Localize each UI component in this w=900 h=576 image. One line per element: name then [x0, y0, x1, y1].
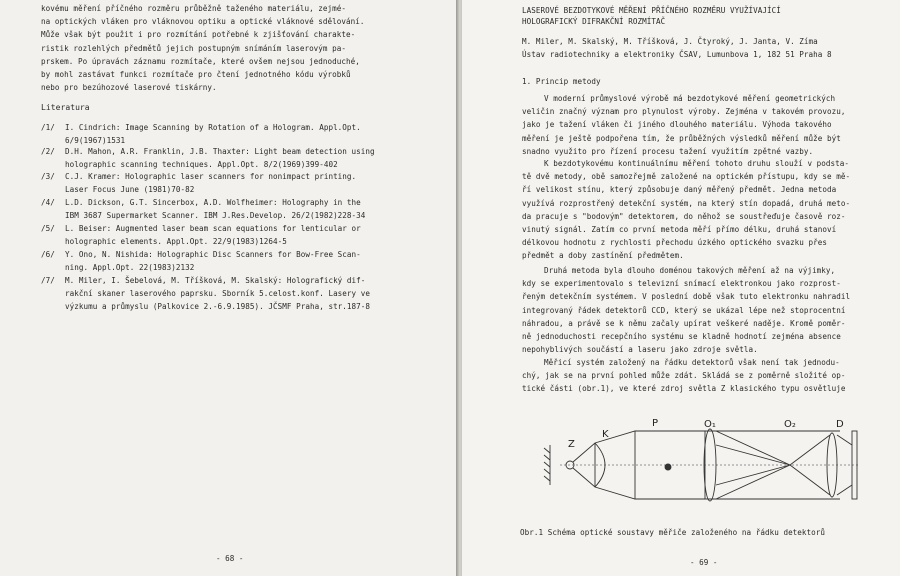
reference-number: /1/: [41, 123, 55, 132]
reference-line: D.H. Mahon, A.R. Franklin, J.B. Thaxter: Light beam detection using: [65, 147, 375, 156]
author-block: [522, 35, 832, 61]
intro-paragraph: [41, 2, 365, 94]
optical-schematic-figure: [540, 415, 880, 505]
text-line: náhradou, a právě se k němu začaly upírat veškeré naděje. Kromě poměr-: [522, 318, 846, 328]
text-line: V moderní průmyslové výrobě má bezdotykové měření geometrických: [544, 94, 836, 103]
text-line: tické části (obr.1), ve které zdroj světla Z klasického typu osvětluje: [522, 384, 846, 394]
text-line: prskem. Po úpravách záznamu rozmítače, které ovšem nejsou jednoduché,: [41, 56, 360, 66]
text-line: předmět a doby zastínění předmětem.: [522, 251, 684, 261]
text-line: nepohyblivých součástí a laseru jako zdroje světla.: [522, 345, 758, 355]
reference-number: /5/: [41, 224, 55, 233]
reference-number: /6/: [41, 250, 55, 259]
title-line: HOLOGRAFICKÝ DIFRAKČNÍ ROZMÍTAČ: [522, 16, 666, 26]
text-line: ně jednoduchosti recepčního systému se kladně hodnotí zejména absence: [522, 331, 841, 341]
reference-number: /4/: [41, 198, 55, 207]
reference-line: ning. Appl.Opt. 22(1983)2132: [65, 263, 195, 273]
text-line: by mohl zastávat funkci rozmítače pro čtení jednotného kódu výrobků: [41, 69, 351, 79]
reference-line: C.J. Kramer: Holographic laser scanners for nonimpact printing.: [65, 172, 357, 181]
text-line: Druhá metoda byla dlouho doménou takových měření až na výjimky,: [544, 266, 836, 275]
reference-line: I. Cindrich: Image Scanning by Rotation of a Hologram. Appl.Opt.: [65, 123, 361, 132]
reference-number: /7/: [41, 276, 55, 285]
paragraph-2: [522, 157, 850, 263]
reference-line: L.D. Dickson, G.T. Sincerbox, A.D. Wolfheimer: Holography in the: [65, 198, 361, 207]
text-line: ří velikost stínu, který způsobuje daný měřený předmět. Jedna metoda: [522, 185, 837, 195]
measured-object: [665, 464, 671, 470]
text-line: Může však být použit i pro rozmítání potřebné k zjišťování charakte-: [41, 30, 356, 40]
reference-number: /3/: [41, 172, 55, 181]
reference-line: 6/9(1967)1531: [65, 136, 126, 146]
hatching: [544, 448, 550, 481]
text-line: řeným detekčním systémem. V poslední době však tuto elektronku nahradil: [522, 292, 851, 302]
text-line: kdy se experimentovalo s televizní snímací elektronkou jako rozprost-: [522, 279, 841, 289]
reference-number: /2/: [41, 147, 55, 156]
text-line: kovému měření příčného rozměru průběžně taženého materiálu, zejmé-: [41, 4, 347, 13]
literature-heading: Literatura: [41, 103, 90, 112]
text-line: snadno využito pro řízení procesu tažení využitím zpětné vazby.: [522, 146, 814, 156]
text-line: tě dvě metody, obě samozřejmě založené na optickém přístupu, kdy se mě-: [522, 172, 851, 182]
text-line: délkovou hodnotu z rychlosti přechodu úzkého optického svazku přes: [522, 238, 828, 248]
text-line: veličin značný význam pro plynulost výroby. Zejména v takovém provozu,: [522, 107, 846, 117]
text-line: chý, jak se na první pohled může zdát. Skládá se z poměrně složité op-: [522, 371, 846, 381]
text-line: jako je tažení vláken či jiného dlouhého materiálu. Výhoda takového: [522, 120, 832, 130]
text-line: Měřicí systém založený na řádku detektorů však není tak jednodu-: [544, 358, 840, 367]
authors: M. Miler, M. Skalský, M. Tříšková, J. Čtyroký, J. Janta, V. Zíma: [522, 37, 818, 46]
article-title: [522, 6, 781, 27]
figure-caption: Obr.1 Schéma optické soustavy měřiče založeného na řádku detektorů: [520, 528, 826, 537]
label-o2: O₂: [784, 419, 796, 430]
page-number: - 69 -: [690, 558, 718, 567]
reference-line: Y. Ono, N. Nishida: Holographic Disc Scanners for Bow-Free Scan-: [65, 250, 361, 259]
text-line: ristik rozlehlých předmětů jejich postupným snímáním laserovým pa-: [41, 43, 347, 53]
reference-line: rakční skaner laserového paprsku. Sborník 5.celost.konf. Lasery ve: [65, 289, 371, 299]
paragraph-4: [522, 356, 846, 396]
text-line: K bezdotykovému kontinuálnímu měření tohoto druhu slouží v podsta-: [544, 159, 850, 168]
label-k: K: [602, 429, 609, 440]
title-line: LASEROVÉ BEZDOTYKOVÉ MĚŘENÍ PŘÍČNÉHO ROZMĚRU VYUŽÍVAJÍCÍ: [522, 6, 781, 15]
label-o1: O₁: [704, 419, 716, 430]
reference-line: IBM 3687 Supermarket Scanner. IBM J.Res.Develop. 26/2(1982)228-34: [65, 211, 366, 221]
reference-line: M. Miler, I. Šebelová, M. Tříšková, M. Skalský: Holografický dif-: [65, 276, 366, 285]
text-line: využívá rozprostřený detekční systém, na který stín dopadá, druhá meto-: [522, 198, 851, 208]
reference-line: holographic elements. Appl.Opt. 22/9(1983)1264-5: [65, 237, 287, 247]
reference-line: Laser Focus June (1981)70-82: [65, 185, 195, 195]
text-line: měření je ještě podpořena tím, že průběžných výsledků měření může být: [522, 133, 841, 143]
reference-line: holographic scanning techniques. Appl.Opt. 8/2(1969)399-402: [65, 160, 338, 170]
text-line: da pracuje s "bodovým" detektorem, do něhož se soustřeďuje časově roz-: [522, 211, 846, 221]
section-heading: 1. Princip metody: [522, 77, 601, 86]
label-p: P: [652, 418, 659, 429]
page-number: - 68 -: [216, 554, 244, 563]
paragraph-1: [522, 92, 846, 158]
paragraph-3: [522, 264, 850, 356]
reference-line: výzkumu a průmyslu (Palkovice 2.-6.9.1985). JČSMF Praha, str.187-8: [65, 302, 371, 312]
affiliation: Ústav radiotechniky a elektroniky ČSAV, Lumunbova 1, 182 51 Praha 8: [522, 50, 832, 60]
text-line: vinutý signál. Zatím co první metoda měří přímo délku, druhá stanoví: [522, 224, 837, 234]
reference-line: L. Beiser: Augmented laser beam scan equations for lenticular or: [65, 224, 361, 233]
text-line: nebo pro bezúhozové laserové tiskárny.: [41, 83, 217, 93]
label-d: D: [836, 419, 844, 430]
text-line: na optických vláken pro vláknovou optiku a optické vláknové sdělování.: [41, 17, 365, 27]
label-z: Z: [568, 439, 575, 450]
text-line: integrovaný řádek detektorů CCD, který se ukázal lépe než stoprocentní: [522, 305, 846, 315]
